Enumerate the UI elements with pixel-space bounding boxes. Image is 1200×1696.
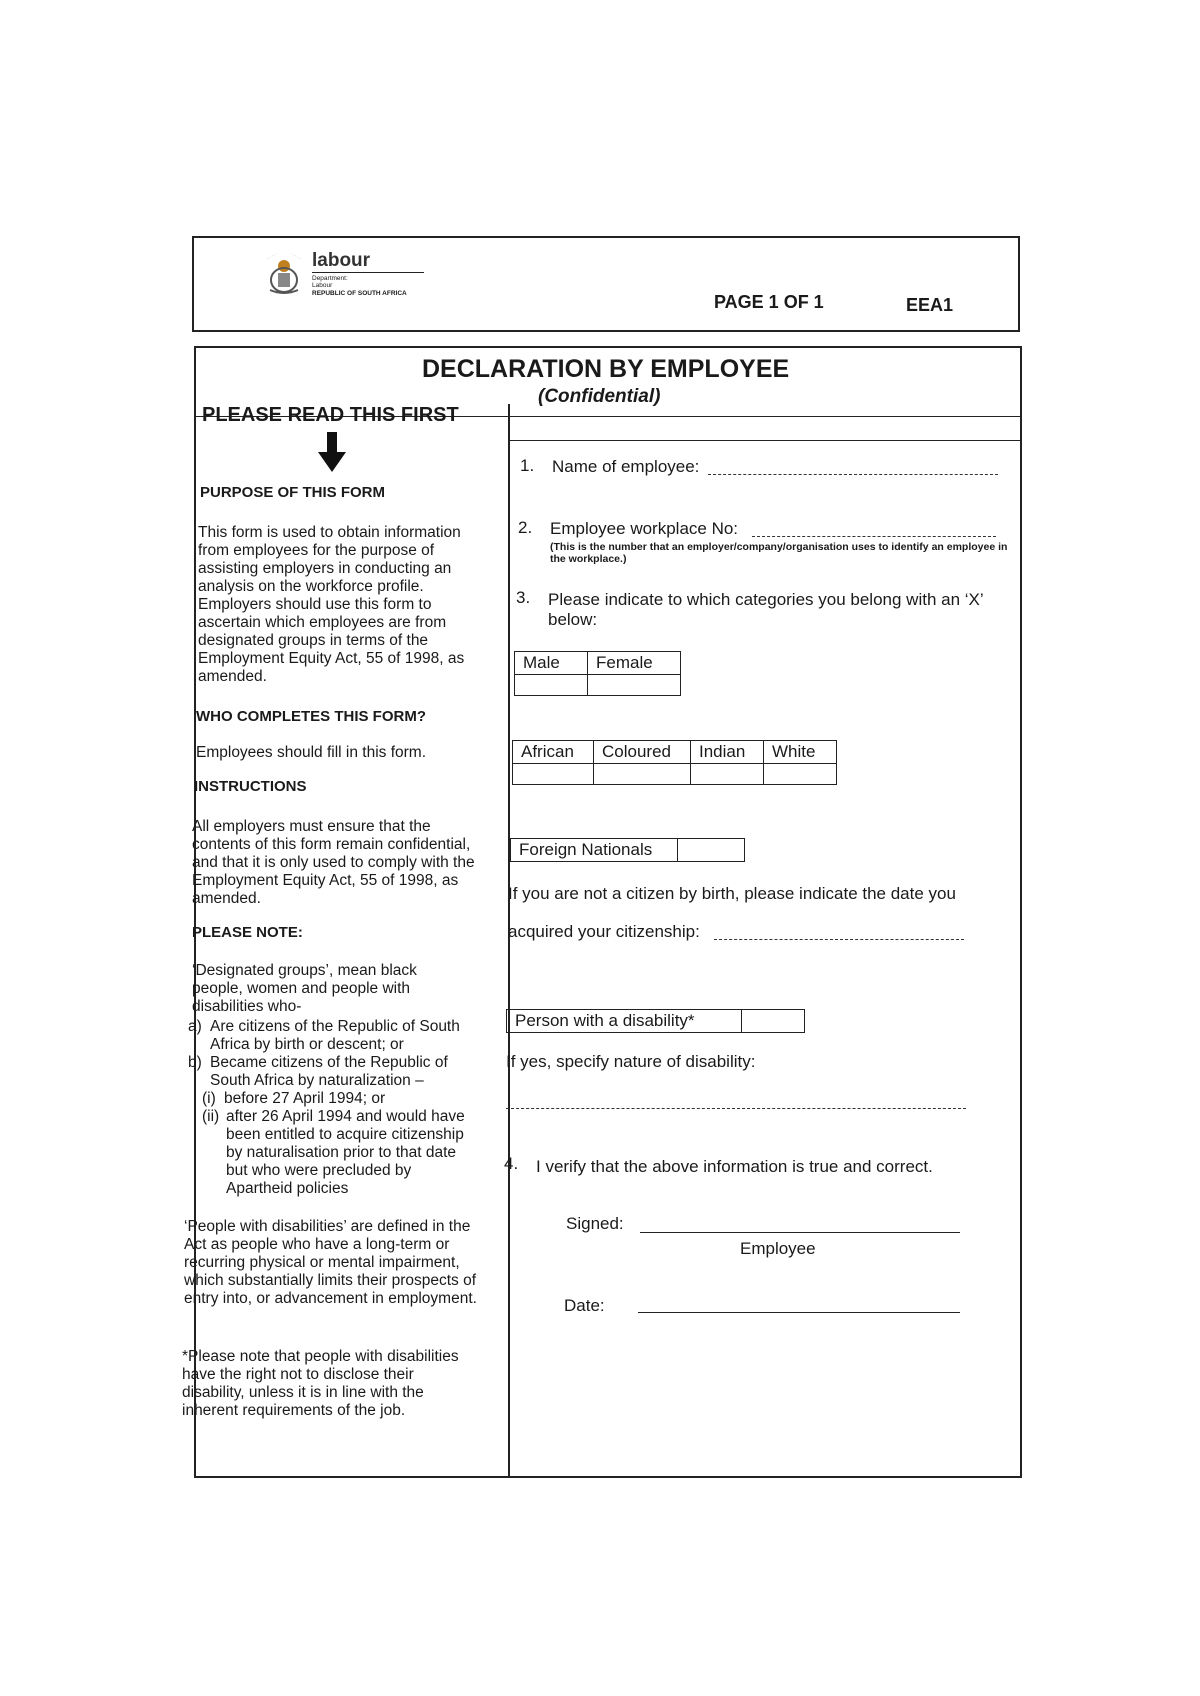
note-item-ii	[202, 1108, 480, 1198]
employee-name-input[interactable]	[708, 474, 998, 475]
note-item-b	[188, 1054, 480, 1090]
note-item-a-text: Are citizens of the Republic of South Africa by birth or descent; or	[210, 1018, 460, 1053]
who-text: Employees should fill in this form.	[196, 744, 427, 761]
who-heading: WHO COMPLETES THIS FORM?	[196, 708, 426, 725]
race-african-checkbox[interactable]	[513, 764, 594, 785]
race-african-label: African	[513, 741, 594, 764]
page-subtitle: (Confidential)	[538, 386, 661, 407]
disability-table	[506, 1009, 805, 1033]
q1-number: 1.	[520, 456, 535, 475]
instructions-heading: INSTRUCTIONS	[194, 778, 307, 795]
note-item-b-text: Became citizens of the Republic of South Africa by naturalization –	[210, 1054, 448, 1089]
gender-female-checkbox[interactable]	[588, 675, 681, 696]
foreign-nationals-label: Foreign Nationals	[511, 839, 678, 862]
note-item-b-marker: b)	[188, 1054, 202, 1071]
race-indian-label: Indian	[691, 741, 764, 764]
form-box	[194, 346, 1022, 1478]
q2-note: (This is the number that an employer/company/organisation uses to identify an employee in the workplace.)	[550, 541, 1008, 565]
note-item-i-marker: (i)	[202, 1090, 216, 1107]
foreign-nationals-checkbox[interactable]	[678, 839, 745, 862]
purpose-heading: PURPOSE OF THIS FORM	[200, 484, 386, 501]
logo-sub-2: Labour	[312, 282, 333, 289]
note-item-a-marker: a)	[188, 1018, 202, 1035]
page-title: DECLARATION BY EMPLOYEE	[422, 355, 790, 383]
race-table	[512, 740, 837, 785]
citizen-text-2: acquired your citizenship:	[508, 922, 700, 941]
q3-number: 3.	[516, 588, 531, 607]
note-list	[188, 1018, 480, 1198]
page-indicator: PAGE 1 OF 1	[714, 292, 824, 312]
employee-label: Employee	[740, 1239, 816, 1258]
q4-number: 4.	[504, 1154, 519, 1173]
disability-note: *Please note that people with disabilities have the right not to disclose their disability, unless it is in line with the inherent requirements of the job.	[182, 1348, 459, 1419]
signed-label: Signed:	[566, 1214, 624, 1233]
arrow-down-icon	[318, 432, 346, 472]
citizenship-date-input[interactable]	[714, 939, 964, 940]
coat-of-arms-icon	[262, 246, 306, 296]
workplace-number-input[interactable]	[752, 536, 996, 537]
foreign-nationals-table	[510, 838, 745, 862]
disability-specify-label: If yes, specify nature of disability:	[506, 1052, 756, 1071]
date-label: Date:	[564, 1296, 605, 1315]
note-item-a	[188, 1018, 480, 1054]
note-heading: PLEASE NOTE:	[192, 924, 303, 941]
gender-male-checkbox[interactable]	[515, 675, 588, 696]
race-coloured-label: Coloured	[594, 741, 691, 764]
date-input[interactable]	[638, 1312, 960, 1313]
gender-male-label: Male	[515, 652, 588, 675]
read-first-heading: PLEASE READ THIS FIRST	[202, 404, 459, 426]
note-item-i-text: before 27 April 1994; or	[224, 1090, 386, 1107]
race-coloured-checkbox[interactable]	[594, 764, 691, 785]
disability-definition: ‘People with disabilities’ are defined in the Act as people who have a long-term or recurring physical or mental impairment, which substantially limits their prospects of entry into, or advancement in employment.	[184, 1218, 477, 1307]
signature-input[interactable]	[640, 1232, 960, 1233]
citizen-text-1: If you are not a citizen by birth, please indicate the date you	[508, 884, 956, 903]
form-code: EEA1	[906, 295, 954, 315]
logo-rule	[312, 272, 424, 273]
disability-checkbox[interactable]	[742, 1010, 805, 1033]
disability-label: Person with a disability*	[507, 1010, 742, 1033]
note-item-ii-text: after 26 April 1994 and would have been entitled to acquire citizenship by naturalisation prior to that date but who were precluded by Apartheid policies	[226, 1108, 465, 1197]
logo-text: labour	[312, 250, 371, 271]
logo-sub-3: REPUBLIC OF SOUTH AFRICA	[312, 290, 407, 297]
gender-female-label: Female	[588, 652, 681, 675]
note-item-ii-marker: (ii)	[202, 1108, 220, 1125]
race-indian-checkbox[interactable]	[691, 764, 764, 785]
race-white-label: White	[764, 741, 837, 764]
note-intro: ‘Designated groups’, mean black people, women and people with disabilities who-	[192, 962, 417, 1015]
logo-sub-1: Department:	[312, 275, 348, 282]
right-header-divider	[508, 440, 1022, 441]
note-item-i	[202, 1090, 480, 1108]
q1-label: Name of employee:	[552, 457, 700, 476]
disability-nature-input[interactable]	[506, 1108, 966, 1109]
q2-label: Employee workplace No:	[550, 519, 739, 538]
purpose-text: This form is used to obtain information from employees for the purpose of assisting employers in conducting an analysis on the workforce profile. Employers should use this form to ascertain which employees are from designated groups in terms of the Employment Equity Act, 55 of 1998, as amended.	[198, 524, 465, 685]
instructions-text: All employers must ensure that the contents of this form remain confidential, and that it is only used to comply with the Employment Equity Act, 55 of 1998, as amended.	[192, 818, 475, 907]
gender-table	[514, 651, 681, 696]
race-white-checkbox[interactable]	[764, 764, 837, 785]
q3-label: Please indicate to which categories you belong with an ‘X’ below:	[548, 590, 984, 629]
q4-label: I verify that the above information is true and correct.	[536, 1157, 933, 1176]
q2-number: 2.	[518, 518, 533, 537]
